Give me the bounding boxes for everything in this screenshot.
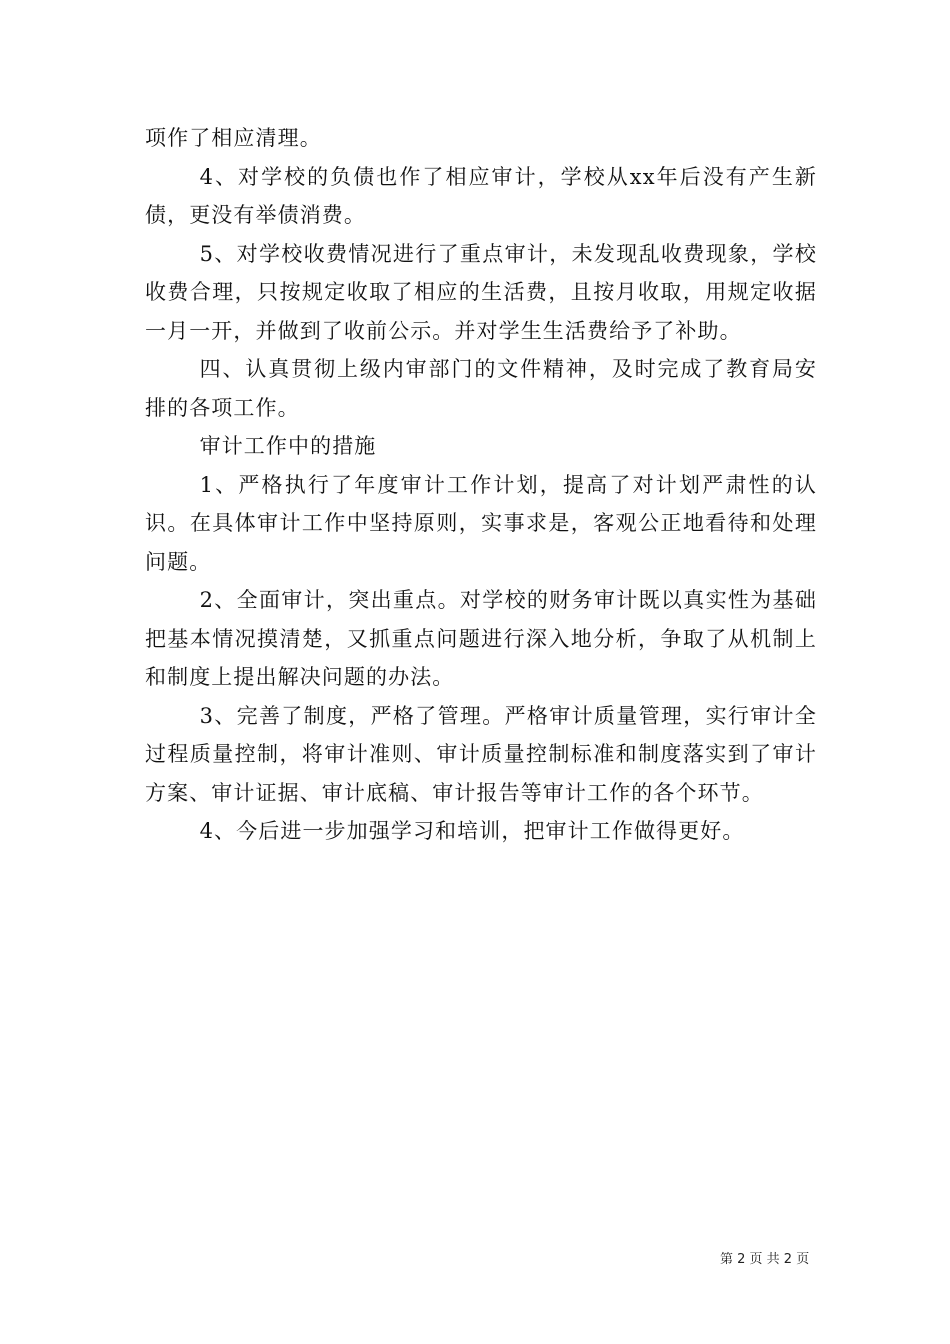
paragraph-continuation: 项作了相应清理。	[145, 126, 322, 150]
document-body	[145, 119, 817, 851]
section-heading-measures: 审计工作中的措施	[199, 434, 377, 458]
paragraph-measure-3: 3、完善了制度，严格了管理。严格审计质量管理，实行审计全过程质量控制，将审计准则、审计质量控制标准和制度落实到了审计方案、审计证据、审计底稿、审计报告等审计工作的各个环节。	[145, 703, 817, 805]
paragraph-debt-audit: 4、对学校的负债也作了相应审计，学校从xx年后没有产生新债，更没有举债消费。	[145, 164, 817, 227]
paragraph-measure-1: 1、严格执行了年度审计工作计划，提高了对计划严肃性的认识。在具体审计工作中坚持原则，实事求是，客观公正地看待和处理问题。	[145, 472, 817, 574]
paragraph-measure-2: 2、全面审计，突出重点。对学校的财务审计既以真实性为基础把基本情况摸清楚，又抓重点问题进行深入地分析，争取了从机制上和制度上提出解决问题的办法。	[145, 588, 817, 689]
page-number-footer: 第 2 页 共 2 页	[720, 1252, 810, 1267]
paragraph-section-four: 四、认真贯彻上级内审部门的文件精神，及时完成了教育局安排的各项工作。	[145, 357, 817, 420]
paragraph-fee-audit: 5、对学校收费情况进行了重点审计，未发现乱收费现象，学校收费合理，只按规定收取了相应的生活费，且按月收取，用规定收据一月一开，并做到了收前公示。并对学生生活费给予了补助。	[145, 241, 817, 343]
paragraph-measure-4: 4、今后进一步加强学习和培训，把审计工作做得更好。	[199, 819, 745, 843]
